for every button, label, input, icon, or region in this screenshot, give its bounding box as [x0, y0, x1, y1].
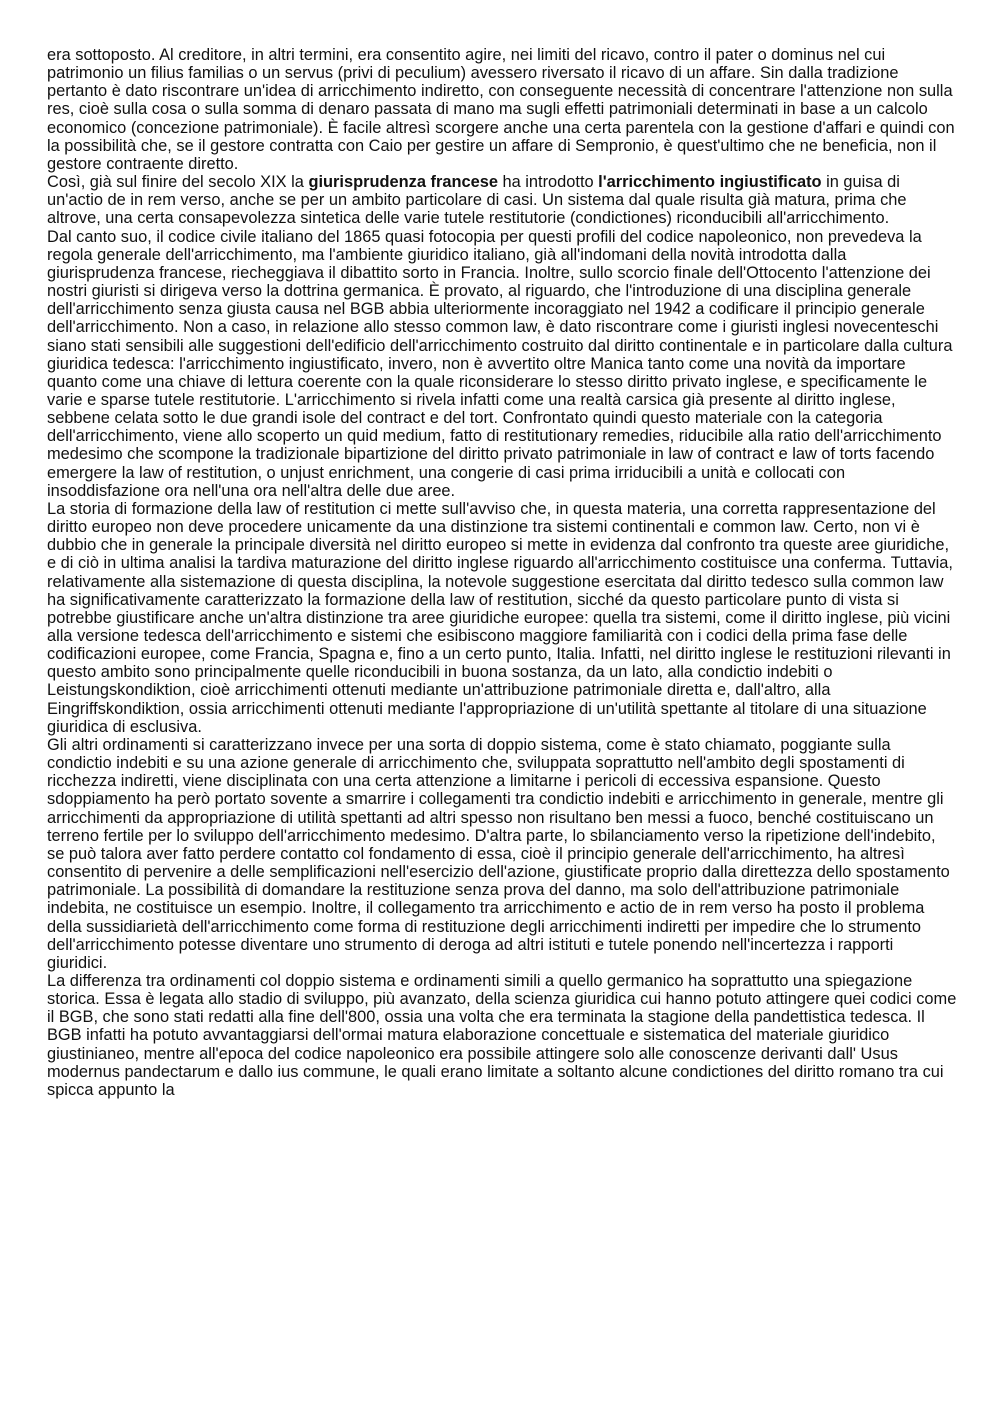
paragraph-text: La differenza tra ordinamenti col doppio sistema e ordinamenti simili a quello germanico ha soprattutto una spiegazione storica. Essa è legata allo stadio di sviluppo, più avanzato, della scienza giuridica cui hanno potuto attingere quei codici come il BGB, che sono stati redatti alla fine dell'800, ossia una volta che era terminata la stagione della pandettistica tedesca. Il BGB infatti ha potuto avvantaggiarsi dell'ormai matura elaborazione concettuale e sistematica del materiale giuridico giustinianeo, mentre all'epoca del codice napoleonico era possibile attingere solo alle conoscenze derivanti dall' Usus modernus pandectarum e dallo ius commune, le quali erano limitate a soltanto alcune condictiones del diritto romano tra cui spicca appunto la: [47, 971, 957, 1099]
paragraph-text: Gli altri ordinamenti si caratterizzano invece per una sorta di doppio sistema, come è stato chiamato, poggiante sulla condictio indebiti e su una azione generale di arricchimento che, sviluppata soprattutto nell'ambito degli spostamenti di ricchezza indiretti, viene disciplinata con una certa attenzione a limitarne i pericoli di eccessiva espansione. Questo sdoppiamento ha però portato sovente a smarrire i collegamenti tra condictio indebiti e arricchimento in generale, mentre gli arricchimenti da appropriazione di utilità spettanti ad altri spesso non risultano ben messi a fuoco, benché costituiscano un terreno fertile per lo sviluppo dell'arricchimento medesimo. D'altra parte, lo sbilanciamento verso la ripetizione dell'indebito, se può talora aver fatto perdere contatto col fondamento di essa, cioè il principio generale dell'arricchimento, ha altresì consentito di pervenire a delle semplificazioni nell'esercizio dell'azione, giustificate proprio dalla direttezza dello spostamento patrimoniale. La possibilità di domandare la restituzione senza prova del danno, ma solo dell'attribuzione patrimoniale indebita, ne costituisce un esempio. Inoltre, il collegamento tra arricchimento e actio de in rem verso ha posto il problema della sussidiarietà dell'arricchimento come forma di restituzione degli arricchimenti indiretti per impedire che lo strumento dell'arricchimento potesse diventare uno strumento di deroga ad altri istituti e tutele ponendo nell'incertezza i rapporti giuridici.: [47, 735, 950, 972]
paragraph-text: in guisa di un'actio de in rem verso, anche se per un ambito particolare di casi. Un sistema dal quale risulta già matura, prima che altrove, una certa consapevolezza sintetica delle varie tutele restitutorie (condictiones) riconducibili all'arricchimento.: [47, 173, 907, 228]
bold-term-giurisprudenza-francese: giurisprudenza francese: [308, 173, 498, 192]
paragraph-text: Dal canto suo, il codice civile italiano del 1865 quasi fotocopia per questi profili del codice napoleonico, non prevedeva la regola generale dell'arricchimento, ma l'ambiente giuridico italiano, già all'indomani della novità introdotta dalla giurisprudenza francese, riecheggiava il dibattito sorto in Francia. Inoltre, sullo scorcio finale dell'Ottocento l'attenzione dei nostri giuristi si dirigeva verso la dottrina germanica. È provato, al riguardo, che l'introduzione di una disciplina generale dell'arricchimento senza giusta causa nel BGB abbia ulteriormente incoraggiato nel 1942 a codificare il principio generale dell'arricchimento. Non a caso, in relazione allo stesso common law, è dato riscontrare come i giuristi inglesi novecenteschi siano stati sensibili alle suggestioni dell'edificio dell'arricchimento costruito dal diritto continentale e in particolare dalla cultura giuridica tedesca: l'arricchimento ingiustificato, invero, non è avvertito oltre Manica tanto come una novità da importare quanto come una chiave di lettura coerente con la quale riconsiderare lo stesso diritto privato inglese, e specificamente le varie e sparse tutele restitutorie. L'arricchimento si rivela infatti come una realtà carsica già presente al diritto inglese, sebbene celata sotto le due grandi isole del contract e del tort. Confrontato quindi questo materiale con la categoria dell'arricchimento, viene allo scoperto un quid medium, fatto di restitutionary remedies, riducibile alla ratio dell'arricchimento medesimo che scompone la tradizionale bipartizione del diritto privato patrimoniale in law of contract e law of torts facendo emergere la law of restitution, o unjust enrichment, una congerie di casi prima irriducibili a unità e collocati con insoddisfazione ora nell'una ora nell'altra delle due aree.: [47, 227, 953, 500]
paragraph-3: [47, 228, 957, 500]
paragraph-text: era sottoposto. Al creditore, in altri termini, era consentito agire, nei limiti del ricavo, contro il pater o dominus nel cui patrimonio un filius familias o un servus (privi di peculium) avessero riversato il ricavo di un affare. Sin dalla tradizione pertanto è dato riscontrare un'idea di arricchimento indiretto, con conseguente necessità di concentrare l'attenzione non sulla res, cioè sulla cosa o sulla somma di denaro passata di mano ma sugli effetti patrimoniali determinati in base a un calcolo economico (concezione patrimoniale). È facile altresì scorgere anche una certa parentela con la gestione d'affari e quindi con la possibilità che, se il gestore contratta con Caio per gestire un affare di Sempronio, è quest'ultimo che ne beneficia, non il gestore contraente diretto.: [47, 46, 955, 173]
paragraph-text: ha introdotto: [497, 173, 599, 192]
bold-term-arricchimento-ingiustificato: l'arricchimento ingiustificato: [598, 173, 822, 192]
paragraph-5: [47, 736, 957, 972]
paragraph-4: [47, 500, 957, 736]
document-page: [47, 46, 957, 1099]
paragraph-text: Così, già sul finire del secolo XIX la: [47, 173, 309, 192]
paragraph-6: [47, 972, 957, 1099]
paragraph-text: La storia di formazione della law of restitution ci mette sull'avviso che, in questa materia, una corretta rappresentazione del diritto europeo non deve procedere unicamente da una distinzione tra sistemi continentali e common law. Certo, non vi è dubbio che in generale la principale diversità nel diritto europeo si mette in evidenza dal confronto tra queste aree giuridiche, e di ciò in ultima analisi la tardiva maturazione del diritto inglese riguardo all'arricchimento costituisce una conferma. Tuttavia, relativamente alla sistemazione di questa disciplina, la notevole suggestione esercitata dal diritto tedesco sulla common law ha significativamente caratterizzato la formazione della law of restitution, sicché da questo particolare punto di vista si potrebbe giustificare anche un'altra distinzione tra aree giuridiche europee: quella tra sistemi, come il diritto inglese, più vicini alla versione tedesca dell'arricchimento e sistemi che esibiscono maggiore familiarità con i codici della prima fase delle codificazioni europee, come Francia, Spagna e, fino a un certo punto, Italia. Infatti, nel diritto inglese le restituzioni rilevanti in questo ambito sono principalmente quelle riconducibili in buona sostanza, da un lato, alla condictio indebiti o Leistungskondiktion, cioè arricchimenti ottenuti mediante un'attribuzione patrimoniale diretta e, dall'altro, alla Eingriffskondiktion, ossia arricchimenti ottenuti mediante l'appropriazione di un'utilità spettante al titolare di una situazione giuridica di esclusiva.: [47, 499, 953, 736]
paragraph-1: [47, 46, 957, 173]
paragraph-2: [47, 173, 957, 227]
